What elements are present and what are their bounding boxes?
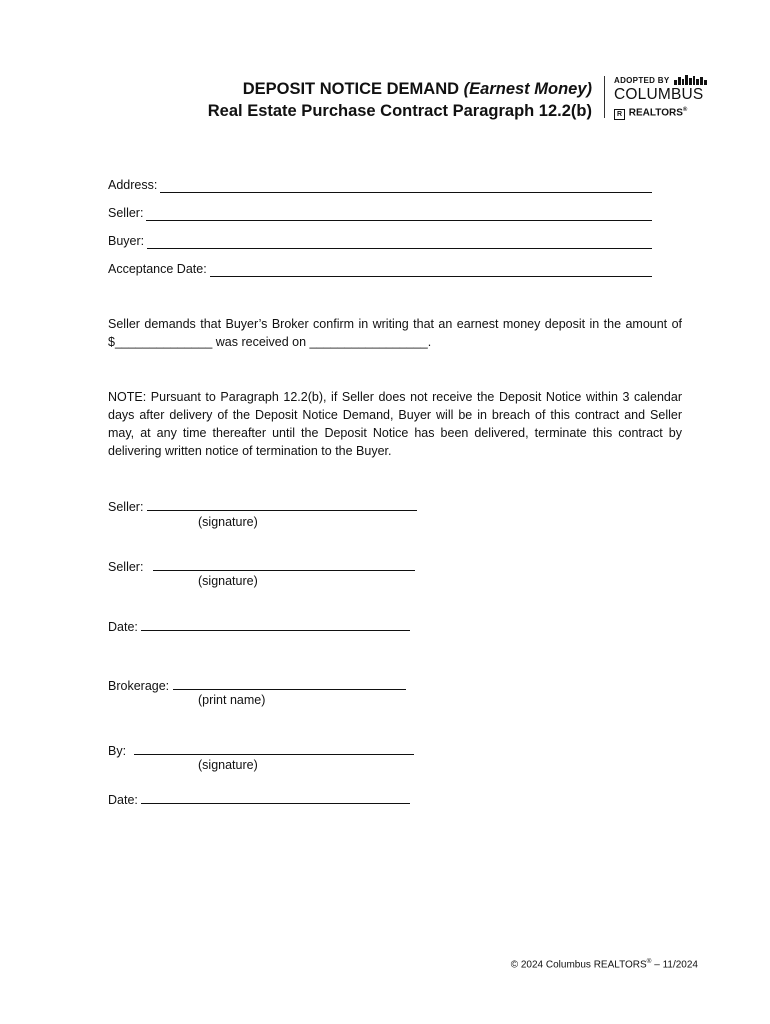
address-label: Address:	[108, 178, 158, 192]
brokerage-row[interactable]	[108, 677, 406, 694]
logo-registered: ®	[682, 107, 688, 113]
document-title-block	[150, 78, 592, 122]
document-title	[150, 78, 592, 100]
date1-label: Date:	[108, 620, 138, 634]
brokerage-line[interactable]	[173, 677, 406, 690]
buyer-line[interactable]	[147, 235, 652, 249]
seller1-signature-caption: (signature)	[198, 515, 258, 529]
columbus-realtors-logo	[604, 74, 714, 122]
by-label: By:	[108, 744, 127, 758]
acceptance-date-line[interactable]	[210, 263, 652, 277]
seller1-label: Seller:	[108, 500, 144, 514]
brokerage-label: Brokerage:	[108, 679, 170, 693]
footer-registered: ®	[646, 958, 652, 965]
date1-line[interactable]	[141, 618, 410, 631]
seller2-label: Seller:	[108, 560, 144, 574]
acceptance-date-label: Acceptance Date:	[108, 262, 207, 276]
date2-line[interactable]	[141, 791, 410, 804]
date1-row[interactable]	[108, 618, 410, 635]
seller-line[interactable]	[146, 207, 652, 221]
brokerage-caption: (print name)	[198, 693, 266, 707]
buyer-label: Buyer:	[108, 234, 145, 248]
title-main: DEPOSIT NOTICE DEMAND	[242, 80, 460, 98]
buyer-field[interactable]	[108, 231, 652, 249]
footer-prefix: © 2024 Columbus REALTORS	[510, 959, 647, 971]
demand-paragraph	[108, 315, 682, 351]
by-signature-row[interactable]	[108, 742, 414, 759]
seller-label: Seller:	[108, 206, 144, 220]
logo-columbus: COLUMBUS	[614, 86, 704, 103]
seller-field[interactable]	[108, 203, 652, 221]
by-signature-caption: (signature)	[198, 758, 258, 772]
seller2-signature-caption: (signature)	[198, 574, 258, 588]
realtor-mark-icon: R	[614, 109, 625, 120]
seller2-signature-line[interactable]	[153, 558, 415, 571]
logo-divider	[604, 76, 605, 118]
address-field[interactable]	[108, 175, 652, 193]
note-paragraph	[108, 388, 682, 460]
logo-realtors-text: REALTORS	[628, 107, 683, 119]
date2-label: Date:	[108, 793, 138, 807]
address-line[interactable]	[160, 179, 652, 193]
by-signature-line[interactable]	[134, 742, 414, 755]
document-subtitle: Real Estate Purchase Contract Paragraph 12.2(b)	[207, 102, 592, 120]
logo-realtors	[614, 104, 687, 120]
logo-adopted-by: ADOPTED BY	[614, 76, 670, 85]
seller1-signature-row[interactable]	[108, 498, 417, 515]
title-italic: (Earnest Money)	[463, 80, 592, 98]
seller2-signature-row[interactable]	[108, 558, 415, 575]
footer-suffix: – 11/2024	[651, 959, 698, 971]
copyright-footer	[511, 958, 698, 970]
demand-text: Seller demands that Buyer’s Broker confirm in writing that an earnest money deposit in the amount of $______________ was received on _________________.	[108, 317, 682, 349]
date2-row[interactable]	[108, 791, 410, 808]
seller1-signature-line[interactable]	[147, 498, 417, 511]
acceptance-date-field[interactable]	[108, 259, 652, 277]
skyline-icon	[674, 75, 708, 85]
note-text: NOTE: Pursuant to Paragraph 12.2(b), if Seller does not receive the Deposit Notice within 3 calendar days after delivery of the Deposit Notice Demand, Buyer will be in breach of this contract and Seller may, at any time thereafter until the Deposit Notice has been delivered, terminate this contract by delivering written notice of termination to the Buyer.	[108, 390, 682, 458]
